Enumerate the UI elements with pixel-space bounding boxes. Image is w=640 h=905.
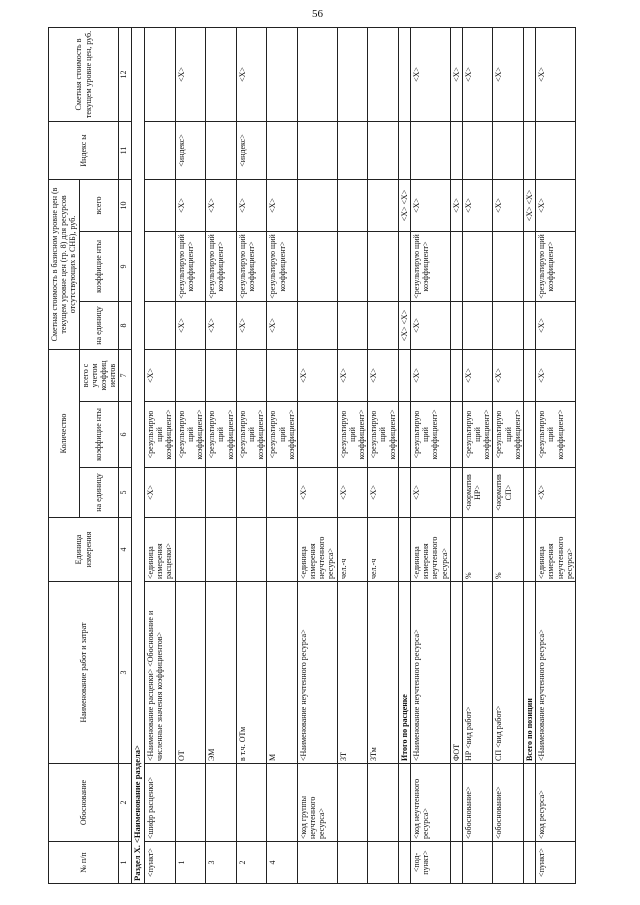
table-cell: <X> [206, 179, 237, 231]
table-cell [206, 518, 237, 582]
table-cell [206, 349, 237, 401]
header-cost-coef: коэффицие нты [79, 231, 119, 301]
header-qty-unit: на единицу [79, 468, 119, 518]
table-cell: ЭМ [206, 582, 237, 764]
table-cell [450, 764, 462, 842]
table-row [337, 27, 368, 883]
table-row [267, 27, 298, 883]
table-cell: <X> [536, 301, 576, 349]
header-row-1 [49, 27, 80, 883]
table-cell: <X> [462, 179, 493, 231]
table-cell [145, 121, 176, 179]
table-row [398, 27, 410, 883]
table-cell [297, 179, 337, 231]
table-cell [398, 842, 410, 884]
table-cell: <X> [206, 301, 237, 349]
table-cell [145, 179, 176, 231]
table-cell: <X> [337, 468, 368, 518]
table-cell [267, 121, 298, 179]
table-cell [175, 518, 206, 582]
table-cell: <Наименование неучтенного ресурса> [297, 582, 337, 764]
table-cell [524, 231, 536, 301]
header-index: Индекс ы [49, 121, 119, 179]
table-cell [398, 231, 410, 301]
table-row [462, 27, 493, 883]
table-cell: % [462, 518, 493, 582]
table-cell: <X> [536, 179, 576, 231]
table-row [236, 27, 267, 883]
table-cell: <X> [462, 349, 493, 401]
table-cell: 1 [175, 842, 206, 884]
table-cell: <единица измерения расценки> [145, 518, 176, 582]
table-cell: <X> [450, 179, 462, 231]
table-cell [175, 349, 206, 401]
estimate-table [48, 27, 576, 884]
table-cell: <код ресурса> [536, 764, 576, 842]
table-cell: <X> [368, 349, 399, 401]
table-cell [524, 402, 536, 468]
table-cell [297, 301, 337, 349]
header-qty-coef: коэффицие нты [79, 402, 119, 468]
table-cell [398, 27, 410, 121]
table-cell: ЗТм [368, 582, 399, 764]
table-cell: ФОТ [450, 582, 462, 764]
table-cell: <пункт> [145, 842, 176, 884]
table-cell [267, 27, 298, 121]
table-cell [410, 121, 450, 179]
table-cell [206, 468, 237, 518]
table-cell [524, 842, 536, 884]
table-cell [337, 121, 368, 179]
table-cell [450, 468, 462, 518]
table-cell: <обоснование> [462, 764, 493, 842]
table-cell: <результирую щий коэффициент> [536, 231, 576, 301]
table-cell: <X> [410, 301, 450, 349]
table-row [206, 27, 237, 883]
table-cell: <X> [462, 27, 493, 121]
table-cell [462, 842, 493, 884]
table-cell: <результирую щий коэффициент> [236, 231, 267, 301]
table-cell: <X> [145, 468, 176, 518]
header-unit: Единица измерения [49, 518, 119, 582]
table-cell [267, 518, 298, 582]
table-cell: <результирую щий коэффициент> [175, 231, 206, 301]
table-cell: <результирую щий коэффициент> [368, 402, 399, 468]
table-cell: <X> [145, 349, 176, 401]
col-number: 10 [119, 179, 132, 231]
table-cell: <X> [410, 27, 450, 121]
table-cell: НР <вид работ> [462, 582, 493, 764]
table-cell: <результирую щий коэффициент> [206, 231, 237, 301]
table-cell [368, 842, 399, 884]
table-cell: <X> [236, 179, 267, 231]
table-cell [398, 402, 410, 468]
table-cell [368, 231, 399, 301]
table-cell: <X> [297, 468, 337, 518]
table-cell: ЗТ [337, 582, 368, 764]
table-cell [337, 764, 368, 842]
table-cell: <результирую щий коэффициент> [236, 402, 267, 468]
table-cell: <под- пункт> [410, 842, 450, 884]
table-cell: в т.ч. ОТм [236, 582, 267, 764]
section-row [132, 27, 145, 883]
table-cell: <X> [175, 179, 206, 231]
table-cell [175, 468, 206, 518]
col-number: 1 [119, 842, 132, 884]
table-cell [297, 842, 337, 884]
table-cell [145, 301, 176, 349]
table-cell [297, 27, 337, 121]
table-cell: <результирую щий коэффициент> [267, 231, 298, 301]
table-cell: <результирую щий коэффициент> [493, 402, 524, 468]
col-number: 4 [119, 518, 132, 582]
header-name: Наименование работ и затрат [49, 582, 119, 764]
table-cell [450, 842, 462, 884]
table-cell [398, 468, 410, 518]
table-cell: % [493, 518, 524, 582]
table-cell: М [267, 582, 298, 764]
table-row [410, 27, 450, 883]
table-cell [297, 231, 337, 301]
table-cell: <X> [267, 301, 298, 349]
table-cell: <код неучтенного ресурса> [410, 764, 450, 842]
table-cell [297, 402, 337, 468]
table-cell: <шифр расценки> [145, 764, 176, 842]
table-row [450, 27, 462, 883]
table-cell [236, 349, 267, 401]
table-cell: 3 [206, 842, 237, 884]
table-cell: <код группы неучтенного ресурса> [297, 764, 337, 842]
table-cell: <X> [536, 468, 576, 518]
col-number: 8 [119, 301, 132, 349]
table-cell: <X> [536, 349, 576, 401]
table-cell: <X> <X> [398, 301, 410, 349]
header-basis: Обоснование [49, 764, 119, 842]
table-cell [524, 301, 536, 349]
table-cell: <X> [536, 27, 576, 121]
table-cell [145, 27, 176, 121]
table-cell [524, 349, 536, 401]
table-cell [337, 231, 368, 301]
table-cell: <единица измерения неучтенного ресурса> [536, 518, 576, 582]
table-cell: <X> [297, 349, 337, 401]
table-cell: <X> [368, 468, 399, 518]
table-cell [536, 121, 576, 179]
table-cell: <результирую щий коэффициент> [267, 402, 298, 468]
table-cell [524, 518, 536, 582]
table-cell [236, 764, 267, 842]
table-cell: <результирую щий коэффициент> [410, 231, 450, 301]
table-cell: <индекс> [175, 121, 206, 179]
table-cell [236, 468, 267, 518]
table-cell [450, 121, 462, 179]
table-cell [493, 301, 524, 349]
table-cell: <Наименование неучтенного ресурса> [410, 582, 450, 764]
col-number: 7 [119, 349, 132, 401]
table-cell: Итого по расценке [398, 582, 410, 764]
header-current-cost: Сметная стоимость в текущем уровне цен, руб. [49, 27, 119, 121]
table-cell [368, 121, 399, 179]
table-cell [206, 764, 237, 842]
table-cell: <единица измерения неучтенного ресурса> [297, 518, 337, 582]
table-row [175, 27, 206, 883]
table-row [493, 27, 524, 883]
table-cell: <результирую щий коэффициент> [410, 402, 450, 468]
table-cell: <X> [236, 301, 267, 349]
column-number-row [119, 27, 132, 883]
table-cell: <результирую щий коэффициент> [462, 402, 493, 468]
table-row [145, 27, 176, 883]
table-cell: <индекс> [236, 121, 267, 179]
table-cell [462, 121, 493, 179]
table-cell [175, 764, 206, 842]
table-cell: <норматив СП> [493, 468, 524, 518]
table-cell [462, 231, 493, 301]
table-cell: <X> [493, 349, 524, 401]
table-cell [368, 27, 399, 121]
table-cell [524, 121, 536, 179]
col-number: 11 [119, 121, 132, 179]
header-cost-total: всего [79, 179, 119, 231]
table-cell: ОТ [175, 582, 206, 764]
table-cell [206, 121, 237, 179]
table-cell [368, 764, 399, 842]
table-cell [337, 179, 368, 231]
col-number: 9 [119, 231, 132, 301]
table-cell [337, 301, 368, 349]
table-cell [297, 121, 337, 179]
table-cell: <X> [493, 27, 524, 121]
col-number: 5 [119, 468, 132, 518]
col-number: 2 [119, 764, 132, 842]
table-cell [206, 27, 237, 121]
table-row [297, 27, 337, 883]
table-cell: СП <вид работ> [493, 582, 524, 764]
col-number: 6 [119, 402, 132, 468]
table-cell [450, 402, 462, 468]
table-cell [462, 301, 493, 349]
table-cell [267, 468, 298, 518]
table-cell [267, 764, 298, 842]
table-cell: <X> [410, 179, 450, 231]
table-cell [524, 27, 536, 121]
table-cell: <X> [175, 301, 206, 349]
section-title: Раздел X. <Наименование раздела> [132, 27, 145, 883]
table-row [536, 27, 576, 883]
table-cell [398, 518, 410, 582]
table-cell: <X> [175, 27, 206, 121]
table-cell: <единица измерения неучтенного ресурса> [410, 518, 450, 582]
col-number: 12 [119, 27, 132, 121]
table-cell [337, 842, 368, 884]
table-cell: <норматив НР> [462, 468, 493, 518]
header-cost-unit: на единицу [79, 301, 119, 349]
table-cell [524, 764, 536, 842]
table-cell: <обоснование> [493, 764, 524, 842]
table-cell: <Наименование неучтенного ресурса> [536, 582, 576, 764]
table-cell [524, 468, 536, 518]
table-cell [493, 231, 524, 301]
header-qty-total: всего с учетом коэффиц иентов [79, 349, 119, 401]
table-cell [145, 231, 176, 301]
table-cell: 2 [236, 842, 267, 884]
table-cell: <X> [337, 349, 368, 401]
table-cell: <результирую щий коэффициент> [145, 402, 176, 468]
table-cell [493, 842, 524, 884]
table-cell: <X> [410, 468, 450, 518]
table-cell: <X> [236, 27, 267, 121]
table-cell: <X> <X> [524, 179, 536, 231]
table-cell: <результирую щий коэффициент> [175, 402, 206, 468]
table-cell [236, 518, 267, 582]
table-cell [368, 301, 399, 349]
header-cost: Сметная стоимость в базисном уровне цен (в текущем уровне цен (гр. 8) для ресурсов отсутствующих в СНБ), руб. [49, 179, 80, 349]
table-cell: <Наименование расценки> <Обоснование и численные значения коэффициентов> [145, 582, 176, 764]
table-cell [398, 121, 410, 179]
table-cell [493, 121, 524, 179]
table-cell [450, 349, 462, 401]
table-cell: <результирую щий коэффициент> [206, 402, 237, 468]
header-num: № п/п [49, 842, 119, 884]
table-cell [398, 349, 410, 401]
table-cell [267, 349, 298, 401]
table-cell [368, 179, 399, 231]
table-cell [450, 518, 462, 582]
table-cell: <X> [267, 179, 298, 231]
table-cell [450, 301, 462, 349]
table-cell: Всего по позиции [524, 582, 536, 764]
page-number: 56 [312, 8, 323, 20]
table-cell: <X> [493, 179, 524, 231]
table-cell: <X> <X> [398, 179, 410, 231]
table-cell: <результирую щий коэффициент> [337, 402, 368, 468]
table-cell: <результирую щий коэффициент> [536, 402, 576, 468]
table-cell [450, 231, 462, 301]
table-cell: <X> [410, 349, 450, 401]
header-quantity: Количество [49, 349, 80, 517]
table-cell: чел.-ч [368, 518, 399, 582]
table-cell [337, 27, 368, 121]
col-number: 3 [119, 582, 132, 764]
table-cell [398, 764, 410, 842]
table-cell: чел.-ч [337, 518, 368, 582]
rotated-table-wrapper [48, 28, 608, 884]
table-cell: <пункт> [536, 842, 576, 884]
table-row [368, 27, 399, 883]
table-row [524, 27, 536, 883]
table-cell: <X> [450, 27, 462, 121]
table-cell: 4 [267, 842, 298, 884]
